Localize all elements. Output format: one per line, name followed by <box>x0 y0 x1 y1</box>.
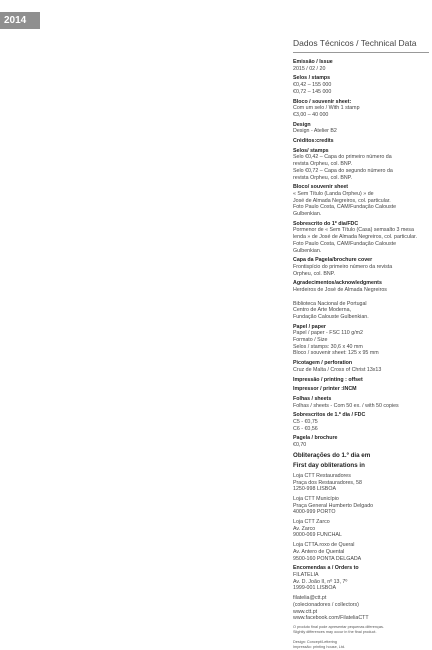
sidebar-entry <box>293 324 429 358</box>
sidebar-entry <box>293 377 429 384</box>
sidebar-entry <box>293 412 429 432</box>
sidebar-entry-line: Av. Zarco <box>293 525 316 532</box>
sidebar-entries <box>293 59 429 622</box>
sidebar-entry-line: Loja CTTA.roxo de Queral <box>293 542 355 549</box>
sidebar-entry <box>293 595 429 622</box>
sidebar-entry-line: www.ctt.pt <box>293 608 318 615</box>
sidebar-entry-line: C6 - €0,56 <box>293 425 318 432</box>
footnote-line: Design: Concept/Lettering <box>293 639 337 644</box>
sidebar-entry <box>293 221 429 255</box>
sidebar-entry-line: Loja CTT Município <box>293 495 339 502</box>
sidebar-entry-line: 9500-160 PONTA DELGADA <box>293 555 362 562</box>
sidebar-entry-line: www.facebook.com/FilateliaCTT <box>293 615 369 622</box>
sidebar-entry-line: 4000-999 PORTO <box>293 509 336 516</box>
sidebar-entry <box>293 138 429 145</box>
sidebar-entry-title: Encomendas a / Orders to <box>293 565 359 572</box>
sidebar-entry <box>293 99 429 119</box>
sidebar-entry <box>293 280 429 320</box>
sidebar-entry-line: Com um selo / With 1 stamp <box>293 105 360 112</box>
sidebar-entry-line: Gulbenkian. <box>293 211 322 218</box>
year-tab: 2014 <box>0 12 40 29</box>
sidebar-entry-line: Fundação Calouste Gulbenkian. <box>293 313 369 320</box>
sidebar-entry-line: Praça General Humberto Delgado <box>293 502 374 509</box>
sidebar-entry-line: 2015 / 02 / 20 <box>293 65 326 72</box>
sidebar-entry-line: José de Almada Negreiros, col. particular. <box>293 197 391 204</box>
sidebar-entry <box>293 452 429 460</box>
sidebar-entry <box>293 75 429 95</box>
sidebar-entry-line: Loja CTT Zarco <box>293 519 330 526</box>
sidebar-entry-line: Formato / Size <box>293 337 328 344</box>
sidebar-entry-line: Selo €0,42 – Capa do primeiro número da <box>293 154 392 161</box>
sidebar-entry-line: Herdeiros de José de Almada Negreiros <box>293 287 387 294</box>
sidebar-entry-line: Av. Antero de Quental <box>293 548 345 555</box>
sidebar-entry <box>293 542 429 562</box>
sidebar-entry <box>293 565 429 592</box>
sidebar-entry-title: Créditos:credits <box>293 138 334 145</box>
sidebar-entry <box>293 148 429 182</box>
sidebar-entry-line: Av. D. João II, nº 13, 7º <box>293 578 348 585</box>
sidebar-entry-line: €0,70 <box>293 442 307 449</box>
sidebar-entry <box>293 396 429 409</box>
sidebar-entry-line: Papel / paper - FSC 110 g/m2 <box>293 330 363 337</box>
footnote-line: Impressão: printing house, Ltd. <box>293 644 346 649</box>
sidebar-entry-line: 1999-001 LISBOA <box>293 585 336 592</box>
sidebar-entry-line: €3,00 – 40 000 <box>293 111 329 118</box>
sidebar-entry <box>293 435 429 448</box>
sidebar-entry-line: Frontispício do primeiro número da revista <box>293 263 393 270</box>
sidebar-entry-line: C5 - €0,75 <box>293 419 318 426</box>
sidebar-entry-title: Impressão / printing : offset <box>293 376 363 383</box>
article-column <box>19 36 284 594</box>
sidebar-entry-line: Design - Atelier B2 <box>293 128 337 135</box>
sidebar-entry-line: (colecionadores / collectors) <box>293 601 359 608</box>
sidebar-entry-title: Picotagem / perforation <box>293 360 353 367</box>
sidebar-entry-line: filatelia@ctt.pt <box>293 595 327 602</box>
sidebar-entry-line: FILATELIA <box>293 572 319 578</box>
sidebar-entry <box>293 473 429 493</box>
sidebar-entry <box>293 360 429 373</box>
sidebar-entry-line: Bloco / souvenir sheet: 125 x 95 mm <box>293 350 379 357</box>
sidebar-entry-title: Bloco/ souvenir sheet <box>293 184 349 191</box>
sidebar-entry-title: Sobrescrito do 1º dia/FDC <box>293 220 359 227</box>
sidebar-title: Dados Técnicos / Technical Data <box>293 38 429 53</box>
sidebar-entry-line: Folhas / sheets - Com 50 ex. / with 50 copies <box>293 402 399 409</box>
sidebar-entry-title: Selos/ stamps <box>293 147 329 154</box>
sidebar-entry-title: Sobrescritos de 1.º dia / FDC <box>293 412 366 419</box>
sidebar-entry <box>293 386 429 393</box>
sidebar-entry-line: Selo €0,72 – Capa do segundo número da <box>293 167 393 174</box>
sidebar-entry <box>293 257 429 277</box>
sidebar-entry-title: Selos / stamps <box>293 75 331 82</box>
sidebar-entry-line: « Sem Título (Landa Orpheu) » de <box>293 190 374 197</box>
footnote-line: O produto final pode apresentar pequenas diferenças. <box>293 624 384 629</box>
sidebar-footnote <box>293 625 429 650</box>
sidebar-entry-line: Praça dos Restauradores, 58 <box>293 479 362 486</box>
sidebar-entry-line: revista Orpheu, col. BNP. <box>293 174 353 181</box>
technical-data-sidebar <box>293 38 429 649</box>
sidebar-entry-title: Emissão / Issue <box>293 59 333 65</box>
sidebar-entry-line: Loja CTT Restauradores <box>293 472 351 479</box>
sidebar-entry-title: Impressor / printer :INCM <box>293 386 357 393</box>
sidebar-entry-title: Obliterações do 1.º dia em <box>293 451 371 459</box>
sidebar-entry-line: Selos / stamps: 30,6 x 40 mm <box>293 343 363 350</box>
sidebar-entry-line: Centro de Arte Moderna, <box>293 307 352 314</box>
sidebar-entry-title: Papel / paper <box>293 323 326 330</box>
sidebar-entry-line: 1250-998 LISBOA <box>293 486 336 493</box>
sidebar-entry-title: Agradecimentos/acknowledgments <box>293 280 382 287</box>
sidebar-entry-line: €0,72 – 145 000 <box>293 88 332 95</box>
sidebar-entry <box>293 184 429 218</box>
sidebar-entry-line: Foto Paulo Costa, CAM/Fundação Calouste <box>293 204 397 211</box>
sidebar-entry-line: Cruz de Malta / Cross of Christ 13x13 <box>293 366 382 373</box>
sidebar-entry-title: Bloco / souvenir sheet: <box>293 98 352 105</box>
sidebar-entry-line: Gulbenkian. <box>293 247 322 254</box>
sidebar-entry <box>293 496 429 516</box>
sidebar-entry <box>293 122 429 135</box>
sidebar-entry-title: First day obliterations in <box>293 462 365 470</box>
sidebar-entry-line: lenda » de José de Almada Negreiros, col. particular. <box>293 234 417 241</box>
sidebar-entry-line: Orpheu, col. BNP. <box>293 270 336 277</box>
sidebar-entry-title: Folhas / sheets <box>293 395 332 402</box>
sidebar-entry-title: Capa da Pagela/brochure cover <box>293 257 373 264</box>
sidebar-entry <box>293 462 429 470</box>
sidebar-entry <box>293 519 429 539</box>
sidebar-entry-line: revista Orpheu, col. BNP. <box>293 161 353 168</box>
sidebar-entry-line: €0,42 – 155 000 <box>293 82 332 89</box>
sidebar-entry-title: Pagela / brochure <box>293 435 338 442</box>
sidebar-entry-line: Pormenor de « Sem Título (Casa) semsalto 3 mesa <box>293 227 414 234</box>
sidebar-entry-line: Biblioteca Nacional de Portugal <box>293 300 367 307</box>
sidebar-entry-line <box>293 294 429 301</box>
sidebar-entry <box>293 59 429 72</box>
footnote-line: Slightly differences may occur in the final product. <box>293 629 377 634</box>
sidebar-entry-title: Design <box>293 121 311 128</box>
sidebar-entry-line: Foto Paulo Costa, CAM/Fundação Calouste <box>293 240 397 247</box>
sidebar-entry-line: 9000-069 FUNCHAL <box>293 532 342 539</box>
